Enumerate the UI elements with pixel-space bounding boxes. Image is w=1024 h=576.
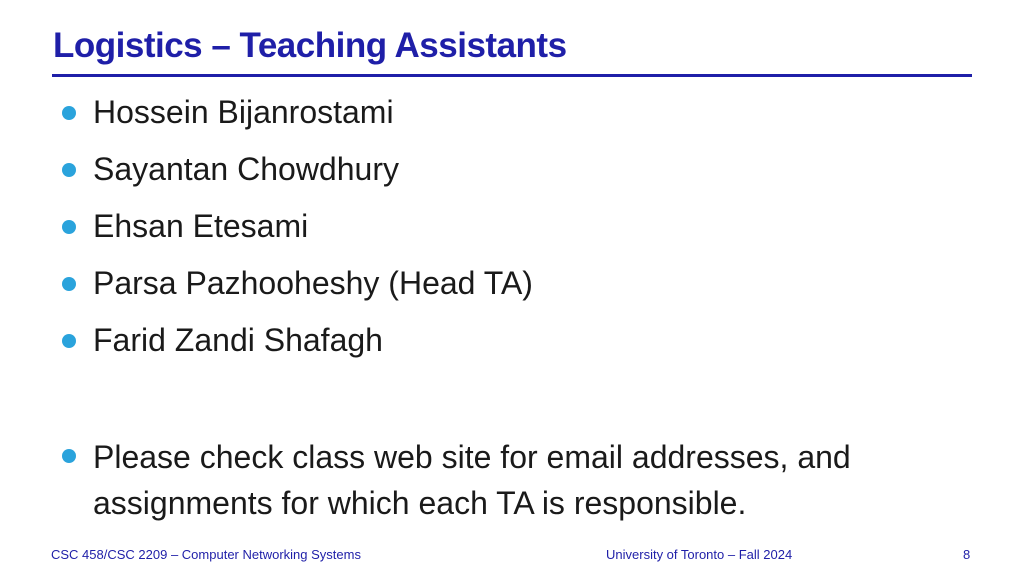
bullet-icon xyxy=(62,163,76,177)
page-number: 8 xyxy=(963,547,971,562)
footer-institution: University of Toronto – Fall 2024 xyxy=(606,547,793,562)
title-underline xyxy=(52,74,972,77)
footer-course: CSC 458/CSC 2209 – Computer Networking Systems xyxy=(51,547,361,562)
ta-name: Hossein Bijanrostami xyxy=(93,94,394,130)
bullet-icon xyxy=(62,106,76,120)
bullet-icon xyxy=(62,449,76,463)
slide-title: Logistics – Teaching Assistants xyxy=(53,26,567,65)
ta-list-item xyxy=(60,207,960,264)
ta-name: Ehsan Etesami xyxy=(93,208,309,244)
note-line-1: Please check class web site for email addresses, and xyxy=(93,439,851,475)
contact-note xyxy=(60,434,960,526)
note-line-2: assignments for which each TA is responsible. xyxy=(93,485,747,521)
ta-list xyxy=(60,93,960,378)
ta-name: Parsa Pazhooheshy (Head TA) xyxy=(93,265,533,301)
ta-name: Sayantan Chowdhury xyxy=(93,151,399,187)
ta-list-item xyxy=(60,150,960,207)
ta-list-item xyxy=(60,264,960,321)
ta-list-item xyxy=(60,321,960,378)
ta-list-item xyxy=(60,93,960,150)
ta-name: Farid Zandi Shafagh xyxy=(93,322,383,358)
bullet-icon xyxy=(62,277,76,291)
bullet-icon xyxy=(62,220,76,234)
bullet-icon xyxy=(62,334,76,348)
